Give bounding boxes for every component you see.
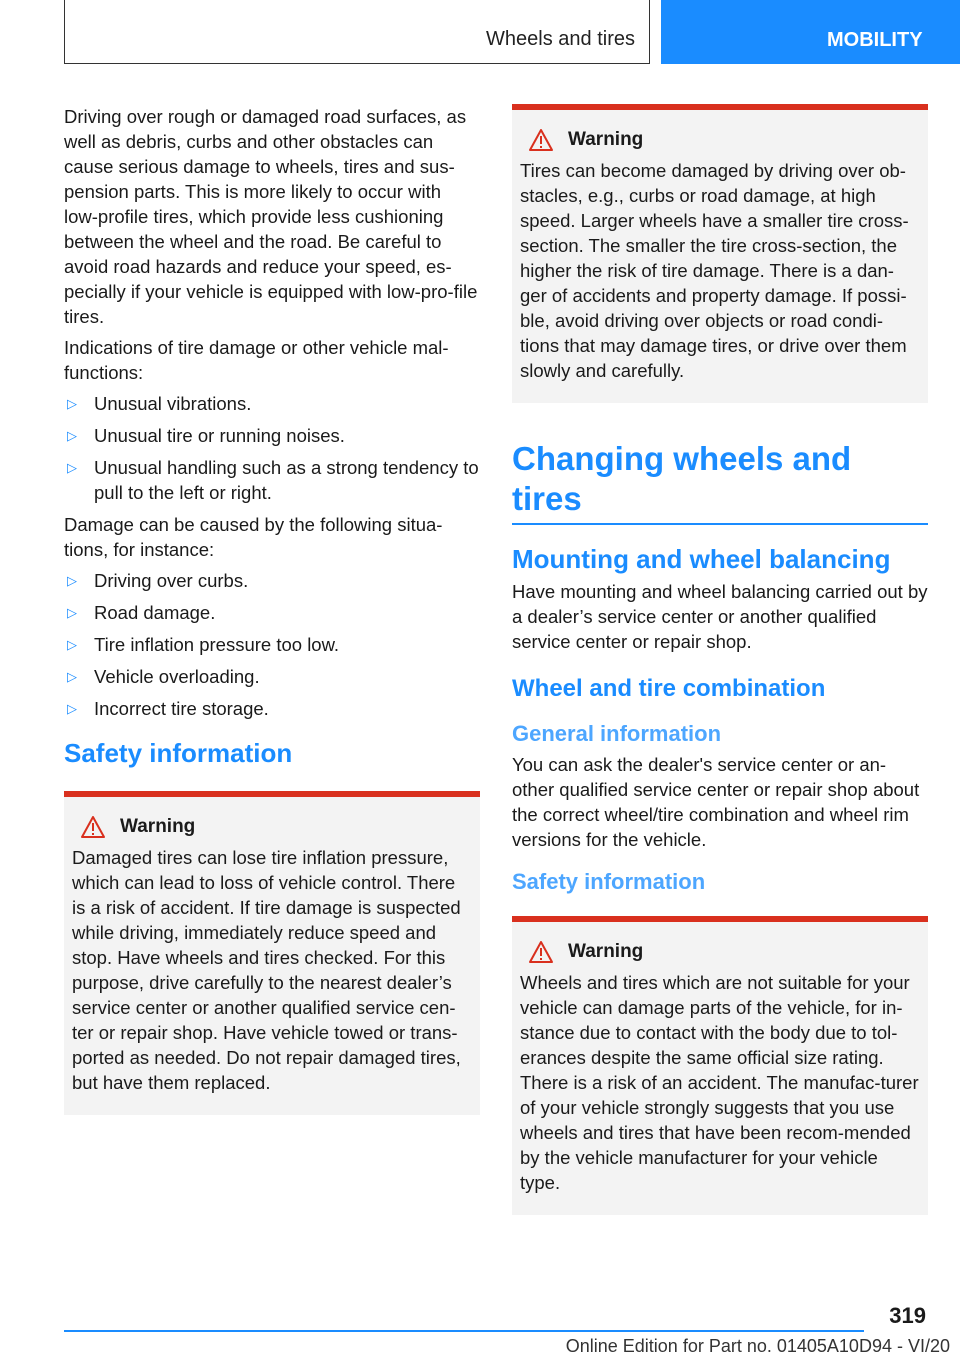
list-item: ▷ Unusual handling such as a strong tendency to pull to the left or right. <box>67 457 479 503</box>
list-item: ▷ Unusual tire or running noises. <box>67 425 345 446</box>
warning-box-left <box>64 791 480 1115</box>
triangle-bullet-icon: ▷ <box>67 637 77 652</box>
list-item: ▷ Driving over curbs. <box>67 570 249 591</box>
general-info-heading: General information <box>512 721 722 746</box>
right-column <box>512 104 928 1215</box>
indications-list <box>64 391 480 505</box>
warning-header <box>528 940 920 964</box>
warning-title: Warning <box>568 941 644 962</box>
warning-triangle-icon <box>528 940 554 964</box>
causes-list <box>64 568 480 721</box>
safety-heading-left: Safety information <box>64 738 293 768</box>
mounting-heading: Mounting and wheel balancing <box>512 544 891 574</box>
warning-triangle-icon <box>80 815 106 839</box>
section-title: Wheels and tires <box>486 28 635 50</box>
triangle-bullet-icon: ▷ <box>67 701 77 716</box>
safety-heading-right: Safety information <box>512 869 706 894</box>
warning-header <box>528 128 920 152</box>
triangle-bullet-icon: ▷ <box>67 669 77 684</box>
triangle-bullet-icon: ▷ <box>67 573 77 588</box>
triangle-bullet-icon: ▷ <box>67 396 77 411</box>
intro-paragraph: Driving over rough or damaged road surfaces, as well as debris, curbs and other obstacles can cause serious damage to wheels, tires and sus-pension parts. This is more likely to occur with low-profile tires, which provide less cushioning between the wheel and the road. Be careful to avoid road hazards and reduce your speed, es-pecially if your vehicle is equipped with low-pro-file tires. <box>64 106 478 327</box>
footer-edition: Online Edition for Part no. 01405A10D94 - VI/20 <box>565 1336 950 1356</box>
left-column <box>64 104 480 1115</box>
triangle-bullet-icon: ▷ <box>67 428 77 443</box>
indications-lead: Indications of tire damage or other vehicle mal-functions: <box>64 337 449 383</box>
warning-text: Damaged tires can lose tire inflation pressure, which can lead to loss of vehicle control. There is a risk of accident. If tire damage is suspected while driving, immediately reduce speed and stop. Have wheels and tires checked. For this purpose, drive carefully to the nearest dealer’s service center or another qualified service cen-ter or repair shop. Have vehicle towed or trans-ported as needed. Do not repair damaged tires, but have them replaced. <box>72 847 461 1093</box>
chapter-tab[interactable] <box>661 0 960 64</box>
chapter-heading: Changing wheels and tires <box>512 439 928 525</box>
mounting-text: Have mounting and wheel balancing carried out by a dealer’s service center or another qualified service center or repair shop. <box>512 581 928 652</box>
combination-heading: Wheel and tire combination <box>512 675 826 702</box>
triangle-bullet-icon: ▷ <box>67 605 77 620</box>
footer-divider <box>64 1330 864 1332</box>
warning-text: Wheels and tires which are not suitable for your vehicle can damage parts of the vehicle, for in-stance due to contact with the body due to tol-erances despite the same official size rating. There is a risk of an accident. The manufac-turer of your vehicle strongly suggests that you use wheels and tires that have been recom-mended by the vehicle manufacturer for your vehicle type. <box>520 972 919 1193</box>
page-number: 319 <box>889 1303 926 1328</box>
list-item: ▷ Vehicle overloading. <box>67 666 260 687</box>
list-item: ▷ Unusual vibrations. <box>67 393 252 414</box>
triangle-bullet-icon: ▷ <box>67 460 77 475</box>
warning-title: Warning <box>120 816 196 837</box>
list-item: ▷ Incorrect tire storage. <box>67 698 269 719</box>
general-info-text: You can ask the dealer's service center or an-other qualified service center or repair shop about the correct wheel/tire combination and wheel rim versions for the vehicle. <box>512 754 920 850</box>
warning-box-bottom-right <box>512 916 928 1215</box>
warning-triangle-icon <box>528 128 554 152</box>
list-item: ▷ Road damage. <box>67 602 216 623</box>
warning-box-top-right <box>512 104 928 403</box>
causes-lead: Damage can be caused by the following situa-tions, for instance: <box>64 514 443 560</box>
list-item: ▷ Tire inflation pressure too low. <box>67 634 340 655</box>
chapter-tab-label: MOBILITY <box>827 29 923 51</box>
warning-text: Tires can become damaged by driving over ob-stacles, e.g., curbs or road damage, at high speed. Larger wheels have a smaller tire cross-section. The smaller the tire cross-section, the higher the risk of tire damage. There is a dan-ger of accidents and property damage. If possi-ble, avoid driving over objects or road condi-tions that may damage tires, or drive over them slowly and carefully. <box>520 160 909 381</box>
warning-title: Warning <box>568 129 644 150</box>
warning-header <box>80 815 472 839</box>
